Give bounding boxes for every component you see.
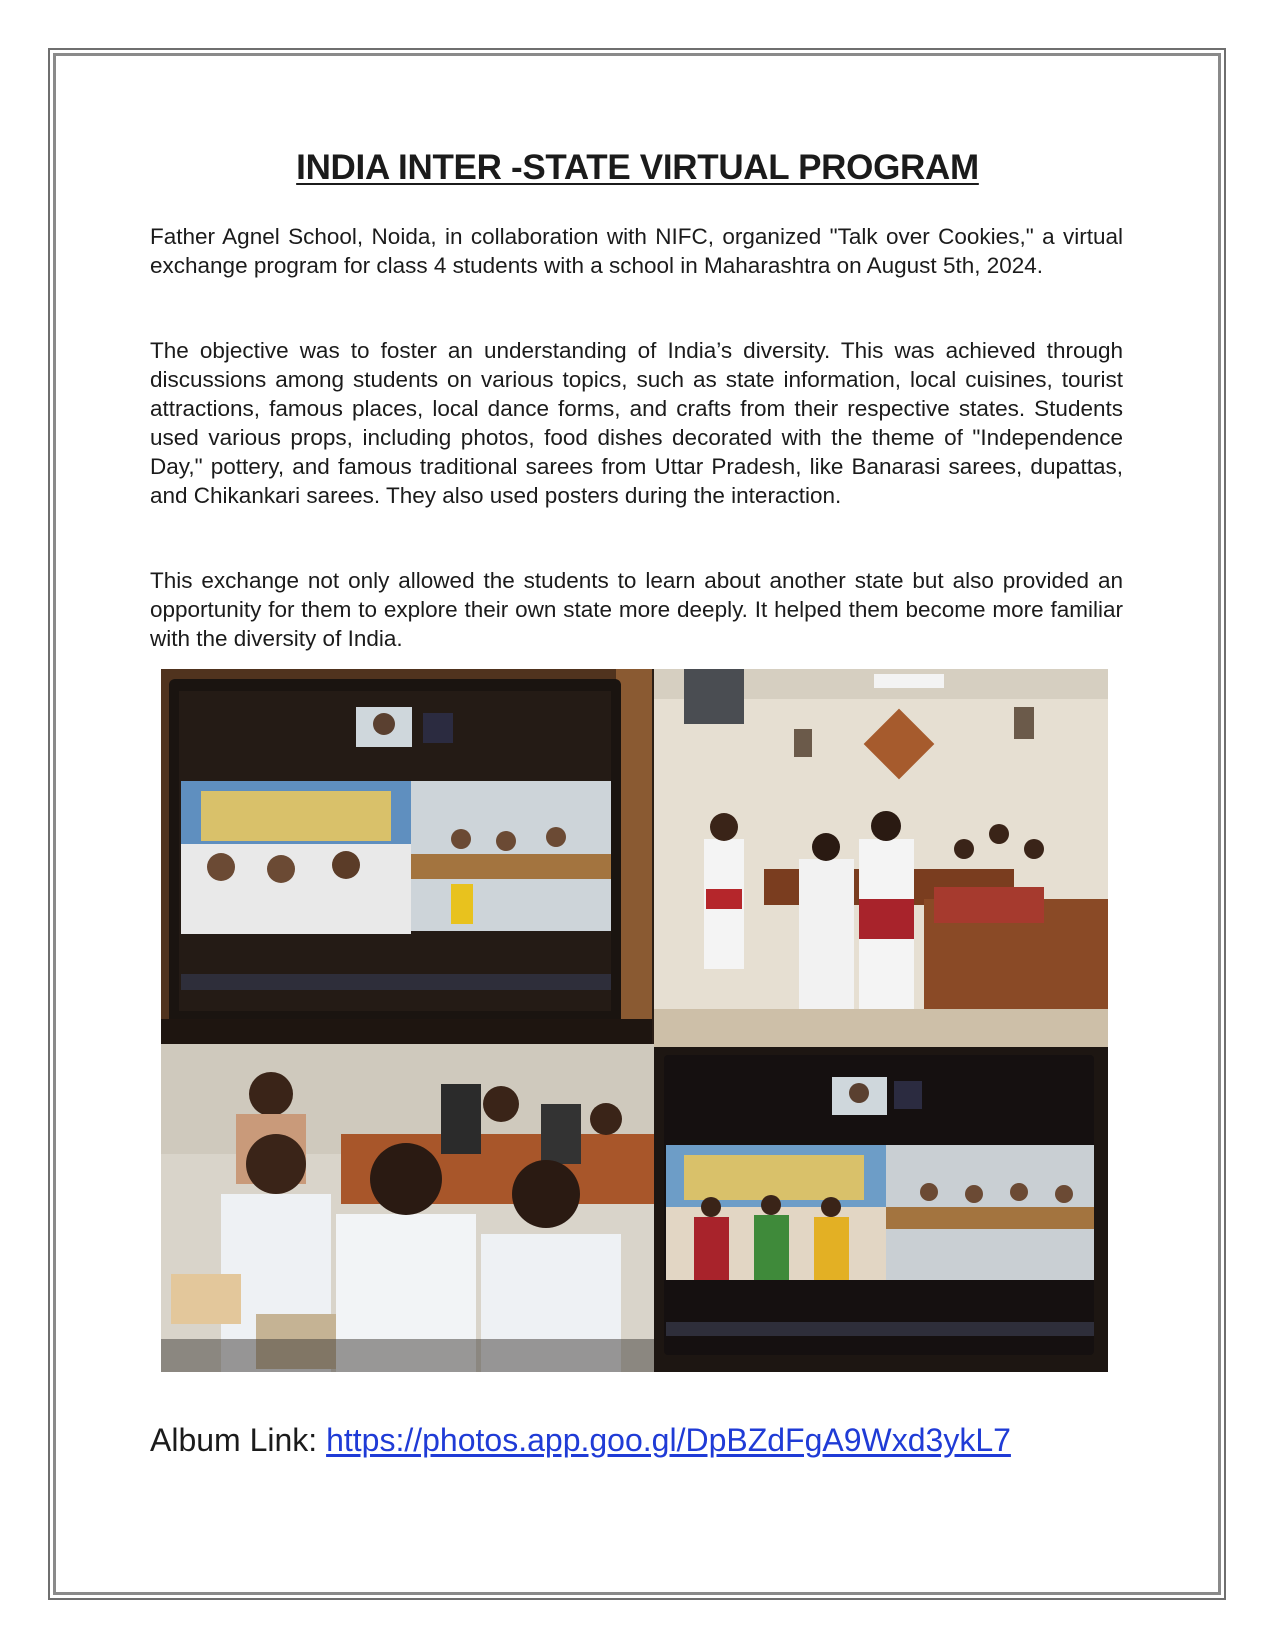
page-title: INDIA INTER -STATE VIRTUAL PROGRAM (296, 148, 979, 187)
photo-students-seated (161, 1044, 654, 1372)
album-link-line (150, 1422, 1011, 1459)
album-link[interactable]: https://photos.app.goo.gl/DpBZdFgA9Wxd3ykL7 (326, 1422, 1011, 1458)
paragraph-outcome: This exchange not only allowed the students to learn about another state but also provided an opportunity for them to explore their own state more deeply. It helped them become more familiar with the diversity of India. (150, 568, 1123, 651)
paragraph-objective: The objective was to foster an understanding of India’s diversity. This was achieved through discussions among students on various topics, such as state information, local cuisines, tourist attractions, famous places, local dance forms, and crafts from their respective states. Students used various props, including photos, food dishes decorated with the theme of "Independence Day," pottery, and famous traditional sarees from Uttar Pradesh, like Banarasi sarees, dupattas, and Chikankari sarees. They also used posters during the interaction. (150, 338, 1123, 508)
photo-video-call-dance (654, 1047, 1108, 1372)
photo-collage (161, 669, 1108, 1372)
paragraph-intro: Father Agnel School, Noida, in collaboration with NIFC, organized "Talk over Cookies," a virtual exchange program for class 4 students with a school in Maharashtra on August 5th, 2024. (150, 224, 1123, 278)
album-link-label: Album Link: (150, 1422, 327, 1458)
photo-classroom-presentation (654, 669, 1108, 1047)
photo-video-call-screen (161, 669, 652, 1044)
